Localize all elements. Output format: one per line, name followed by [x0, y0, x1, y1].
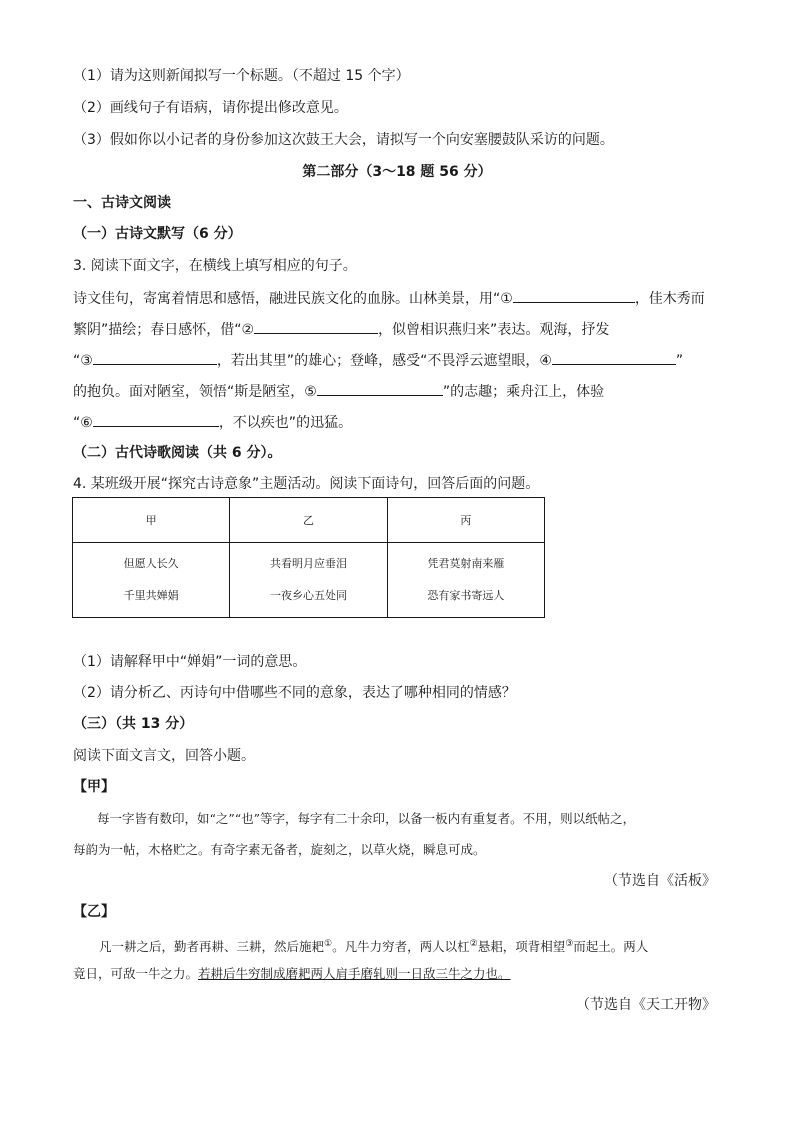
poem-line: 但愿人长久	[123, 557, 179, 570]
answer-blank-1[interactable]	[513, 288, 635, 303]
answer-blank-5[interactable]	[317, 381, 443, 396]
footnote-marker: ①	[324, 939, 333, 949]
question-4-2: （2）请分析乙、丙诗句中借哪些不同的意象，表达了哪种相同的情感？	[73, 685, 516, 701]
answer-blank-6[interactable]	[93, 412, 219, 427]
yi-text-line-1: 凡一耕之后，勤者再耕、三耕，然后施耙①。凡牛力穷者，两人以杠②悬耜，项背相望③而起土。两人	[99, 939, 649, 955]
jia-text-line-1: 每一字皆有数印，如“之”“也”等字，每字有二十余印，以备一板内有重复者。不用，则以纸帖之，	[97, 811, 636, 826]
poem-table	[72, 497, 545, 618]
question-3-prompt: 3. 阅读下面文字，在横线上填写相应的句子。	[73, 258, 357, 274]
table-cell-yi	[230, 543, 387, 618]
part-title: 第二部分（3～18 题 56 分）	[302, 164, 492, 180]
passage-line-1: 诗文佳句，寄寓着情思和感悟，融进民族文化的血脉。山林美景，用“① ，佳木秀而	[73, 288, 723, 309]
jia-text-line-2: 每韵为一帖，木格贮之。有奇字素无备者，旋刻之，以草火烧，瞬息可成。	[73, 842, 486, 857]
question-4-prompt: 4. 某班级开展“探究古诗意象”主题活动。阅读下面诗句，回答后面的问题。	[73, 476, 540, 492]
table-header-bing: 丙	[387, 498, 544, 543]
yi-text-line-2: 竟日，可敌一牛之力。若耕后牛穷制成磨耙两人肩手磨轧则一日敌三牛之力也。	[73, 966, 511, 981]
answer-blank-2[interactable]	[254, 319, 378, 334]
news-question-3: （3）假如你以小记者的身份参加这次鼓王大会，请拟写一个向安塞腰鼓队采访的问题。	[73, 132, 614, 148]
table-cell-jia	[73, 543, 230, 618]
passage-label-yi: 【乙】	[73, 904, 115, 920]
table-cell-bing	[387, 543, 544, 618]
poem-line: 一夜乡心五处同	[269, 589, 347, 602]
news-question-1: （1）请为这则新闻拟写一个标题。（不超过 15 个字）	[73, 68, 410, 84]
passage-label-jia: 【甲】	[73, 779, 115, 795]
yi-source: （节选自《天工开物》	[576, 997, 716, 1013]
subsection-title-1: （一）古诗文默写（6 分）	[73, 226, 242, 242]
table-header-yi: 乙	[230, 498, 387, 543]
passage-line-4: 的抱负。面对陋室，领悟“斯是陋室，⑤ ”的志趣；乘舟江上，体验	[73, 381, 723, 402]
poem-line: 恐有家书寄远人	[427, 589, 505, 602]
passage-line-5: “⑥ ，不以疾也”的迅猛。	[73, 412, 723, 433]
news-question-2: （2）画线句子有语病，请你提出修改意见。	[73, 100, 348, 116]
table-header-jia: 甲	[73, 498, 230, 543]
footnote-marker: ②	[469, 939, 478, 949]
jia-source: （节选自《活板》	[604, 873, 716, 889]
classical-prompt: 阅读下面文言文，回答小题。	[73, 748, 255, 764]
subsection-title-2: （二）古代诗歌阅读（共 6 分）。	[73, 445, 282, 461]
poem-line: 千里共婵娟	[123, 589, 179, 602]
footnote-marker: ③	[565, 939, 574, 949]
underlined-sentence: 若耕后牛穷制成磨耙两人肩手磨轧则一日敌三牛之力也。	[198, 966, 511, 981]
question-4-1: （1）请解释甲中“婵娟”一词的意思。	[73, 654, 307, 670]
subsection-title-3: （三）（共 13 分）	[73, 716, 194, 732]
answer-blank-3[interactable]	[93, 350, 217, 365]
section-title: 一、古诗文阅读	[73, 195, 171, 211]
poem-line: 共看明月应垂泪	[269, 557, 347, 570]
passage-line-2: 繁阴”描绘；春日感怀，借“② ，似曾相识燕归来”表达。观海，抒发	[73, 319, 723, 340]
answer-blank-4[interactable]	[552, 350, 676, 365]
passage-line-3: “③ ，若出其里”的雄心；登峰，感受“不畏浮云遮望眼，④ ”	[73, 350, 723, 371]
poem-line: 凭君莫射南来雁	[427, 557, 505, 570]
